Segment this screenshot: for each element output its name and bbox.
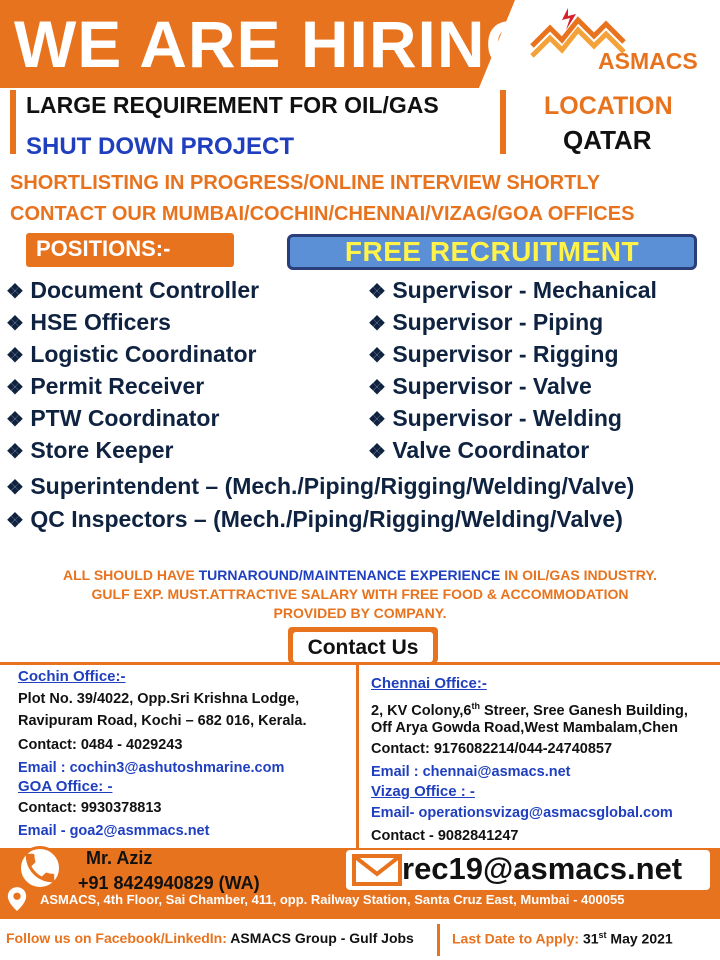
position-name: Supervisor - Valve	[392, 373, 592, 399]
mail-icon	[352, 854, 402, 886]
list-item	[368, 341, 657, 373]
position-name: Valve Coordinator	[392, 437, 590, 463]
location-label: LOCATION	[544, 92, 673, 120]
list-item	[6, 309, 259, 341]
chennai-contact: Contact: 9176082214/044-24740857	[371, 741, 613, 757]
position-name: Superintendent – (Mech./Piping/Rigging/Welding/Valve)	[30, 473, 635, 499]
chennai-email[interactable]: Email : chennai@asmacs.net	[371, 764, 571, 780]
follow-us	[6, 930, 414, 946]
goa-office-title: GOA Office: -	[18, 778, 113, 795]
requirements-part1: ALL SHOULD HAVE	[62, 567, 199, 583]
diamond-bullet-icon: ❖	[368, 345, 386, 367]
contact-name: Mr. Aziz	[86, 848, 153, 868]
position-name: Store Keeper	[30, 437, 174, 463]
list-item	[6, 341, 259, 373]
list-item	[368, 277, 657, 309]
diamond-bullet-icon: ❖	[6, 510, 24, 532]
last-date-day: 31	[582, 930, 599, 947]
diamond-bullet-icon: ❖	[6, 377, 24, 399]
positions-label: POSITIONS:-	[26, 233, 234, 267]
divider	[0, 662, 720, 665]
phone-icon	[18, 846, 62, 890]
follow-value[interactable]: ASMACS Group - Gulf Jobs	[230, 930, 414, 946]
free-recruitment-badge: FREE RECRUITMENT	[287, 234, 697, 270]
office-address: ASMACS, 4th Floor, Sai Chamber, 411, opp. Railway Station, Santa Cruz East, Mumbai - 400055	[40, 892, 625, 907]
position-name: HSE Officers	[30, 309, 171, 335]
page-title: WE ARE HIRING	[14, 7, 538, 81]
diamond-bullet-icon: ❖	[6, 441, 24, 463]
notice-contact-offices: CONTACT OUR MUMBAI/COCHIN/CHENNAI/VIZAG/GOA OFFICES	[10, 203, 635, 225]
position-name: Document Controller	[30, 277, 260, 303]
requirements-line3: PROVIDED BY COMPANY.	[273, 605, 447, 621]
cochin-address-2: Ravipuram Road, Kochi – 682 016, Kerala.	[18, 713, 307, 729]
position-name: Supervisor - Rigging	[392, 341, 619, 367]
diamond-bullet-icon: ❖	[368, 441, 386, 463]
diamond-bullet-icon: ❖	[368, 377, 386, 399]
chennai-address-1-a: 2, KV Colony,6	[371, 702, 472, 719]
cochin-contact: Contact: 0484 - 4029243	[18, 737, 183, 753]
list-item	[6, 506, 634, 539]
list-item	[368, 437, 657, 469]
chennai-address-1-b: Streer, Sree Ganesh Building,	[479, 702, 688, 719]
contact-phone: +91 8424940829 (WA)	[78, 873, 260, 893]
cochin-office-title: Cochin Office:-	[18, 668, 126, 685]
positions-wide-list	[6, 473, 634, 539]
requirements-line2: GULF EXP. MUST.ATTRACTIVE SALARY WITH FREE FOOD & ACCOMMODATION	[91, 586, 629, 602]
list-item	[368, 373, 657, 405]
recruitment-email[interactable]: rec19@asmacs.net	[402, 851, 683, 886]
list-item	[6, 437, 259, 469]
last-date-label: Last Date to Apply:	[452, 930, 583, 947]
location-pin-icon	[6, 886, 28, 912]
requirement-heading: LARGE REQUIREMENT FOR OIL/GAS	[26, 92, 439, 118]
list-item	[368, 309, 657, 341]
chennai-address-1-sup: th	[471, 701, 480, 711]
vizag-email[interactable]: Email- operationsvizag@asmacsglobal.com	[371, 805, 673, 821]
logo-text: ASMACS	[598, 48, 698, 74]
goa-contact: Contact: 9930378813	[18, 800, 162, 816]
location-value: QATAR	[563, 125, 652, 155]
follow-label: Follow us on Facebook/LinkedIn:	[6, 930, 231, 946]
cochin-email[interactable]: Email : cochin3@ashutoshmarine.com	[18, 760, 285, 776]
diamond-bullet-icon: ❖	[6, 477, 24, 499]
vizag-contact: Contact - 9082841247	[371, 828, 519, 844]
chennai-office-title: Chennai Office:-	[371, 675, 487, 692]
list-item	[6, 405, 259, 437]
list-item	[6, 277, 259, 309]
position-name: Supervisor - Mechanical	[392, 277, 657, 303]
position-name: QC Inspectors – (Mech./Piping/Rigging/Welding/Valve)	[30, 506, 623, 532]
requirements-part2: IN OIL/GAS INDUSTRY.	[500, 567, 657, 583]
accent-bar-right	[500, 90, 506, 154]
vizag-office-title: Vizag Office : -	[371, 783, 475, 800]
diamond-bullet-icon: ❖	[368, 281, 386, 303]
chennai-address-2: Off Arya Gowda Road,West Mambalam,Chen	[371, 720, 678, 736]
requirements-text	[10, 566, 710, 623]
diamond-bullet-icon: ❖	[6, 345, 24, 367]
diamond-bullet-icon: ❖	[6, 409, 24, 431]
diamond-bullet-icon: ❖	[368, 313, 386, 335]
accent-bar-left	[10, 90, 16, 154]
position-name: Supervisor - Piping	[392, 309, 604, 335]
requirements-highlight: TURNAROUND/MAINTENANCE EXPERIENCE	[198, 567, 501, 583]
list-item	[368, 405, 657, 437]
last-date-rest: May 2021	[606, 930, 673, 947]
positions-right-list	[368, 277, 657, 469]
list-item	[6, 473, 634, 506]
contact-us-heading: Contact Us	[293, 632, 433, 662]
diamond-bullet-icon: ❖	[6, 281, 24, 303]
position-name: PTW Coordinator	[30, 405, 220, 431]
position-name: Logistic Coordinator	[30, 341, 257, 367]
goa-email[interactable]: Email - goa2@asmmacs.net	[18, 823, 210, 839]
position-name: Permit Receiver	[30, 373, 205, 399]
positions-left-list	[6, 277, 259, 469]
footer-divider	[437, 924, 440, 956]
cochin-address-1: Plot No. 39/4022, Opp.Sri Krishna Lodge,	[18, 691, 300, 707]
column-divider	[356, 664, 359, 849]
list-item	[6, 373, 259, 405]
last-date	[452, 930, 673, 947]
position-name: Supervisor - Welding	[392, 405, 622, 431]
last-date-sup: st	[598, 930, 607, 940]
project-heading: SHUT DOWN PROJECT	[26, 133, 295, 160]
diamond-bullet-icon: ❖	[368, 409, 386, 431]
diamond-bullet-icon: ❖	[6, 313, 24, 335]
notice-shortlisting: SHORTLISTING IN PROGRESS/ONLINE INTERVIEW SHORTLY	[10, 172, 601, 194]
